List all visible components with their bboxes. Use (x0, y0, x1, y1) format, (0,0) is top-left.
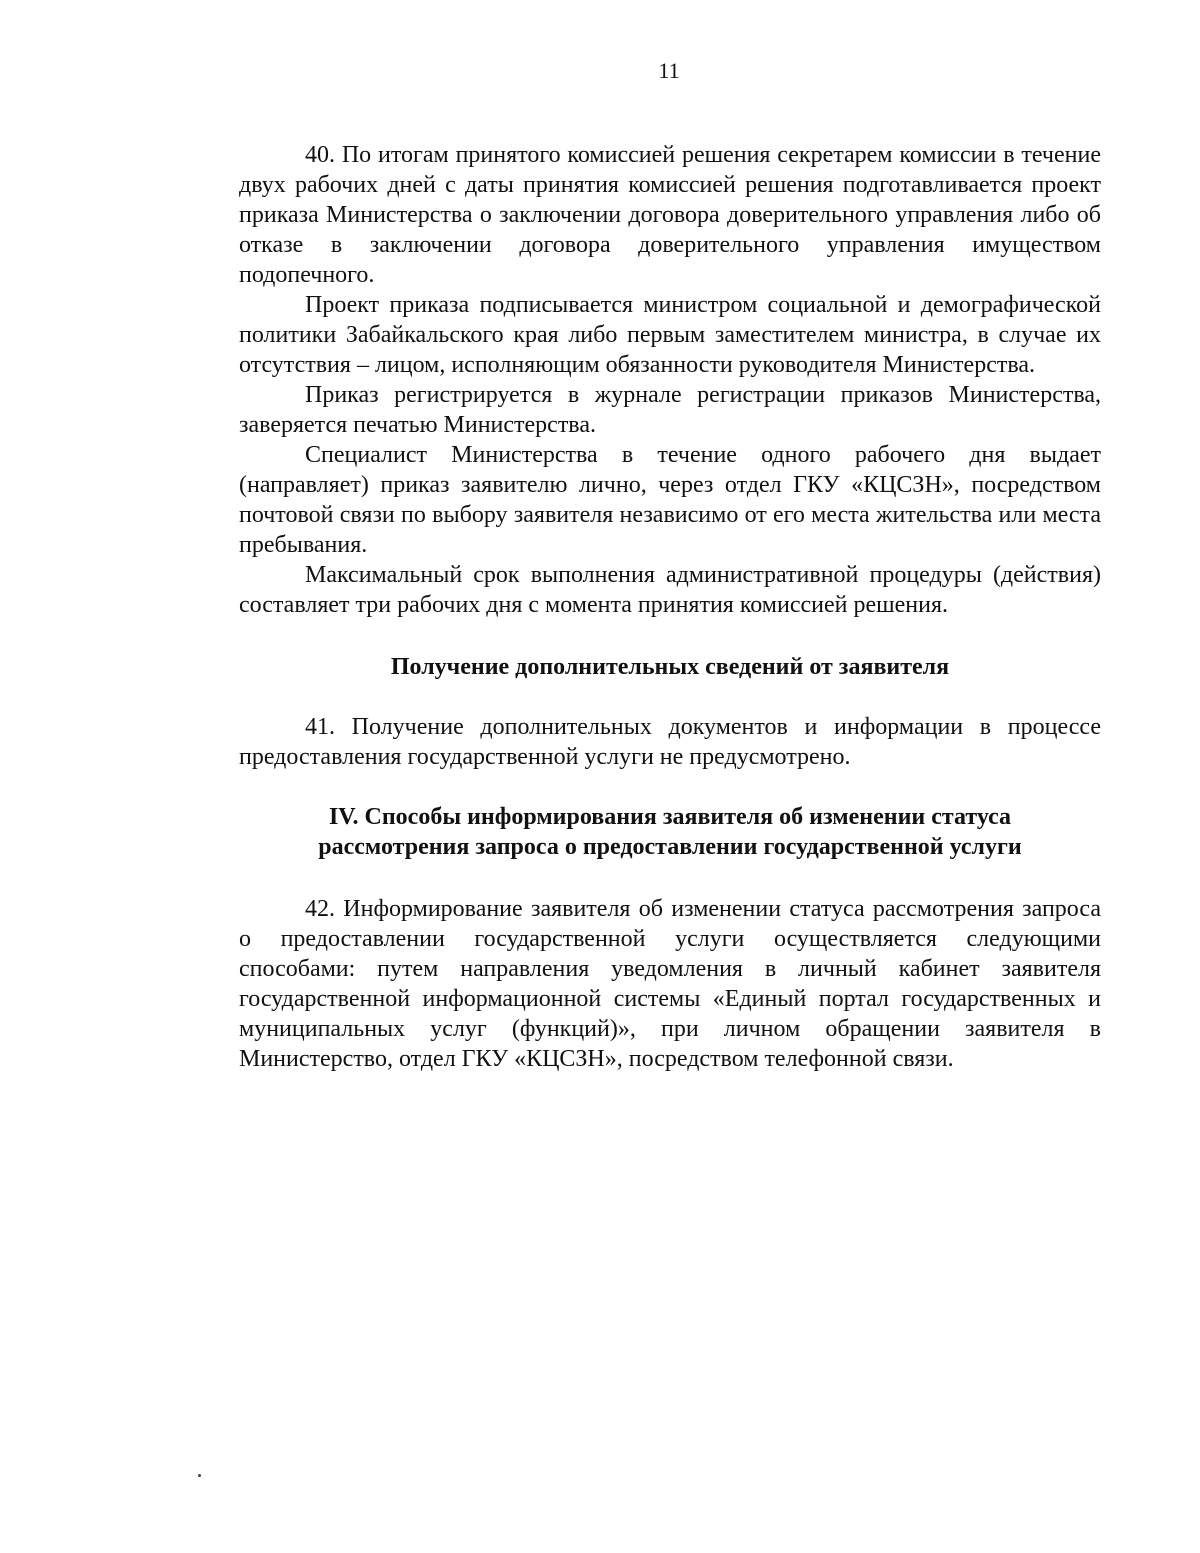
paragraph-41: 41. Получение дополнительных документов и информации в процессе предоставления государственной услуги не предусмотрено. (239, 714, 1101, 770)
page-number: 11 (658, 58, 680, 83)
chapter-4-heading-line-1: IV. Способы информирования заявителя об изменении статуса (328, 804, 1012, 830)
paragraph-40-order-issuance: Специалист Министерства в течение одного рабочего дня выдает (направляет) приказ заявителю лично, через отдел ГКУ «КЦСЗН», посредством почтовой связи по выбору заявителя независимо от его места жительства или места пребывания. (239, 442, 1101, 558)
paragraph-40-max-term: Максимальный срок выполнения административной процедуры (действия) составляет три рабочих дня с момента принятия комиссией решения. (239, 562, 1101, 618)
scan-speck (198, 1474, 201, 1477)
chapter-4-heading-line-2: рассмотрения запроса о предоставлении государственной услуги (318, 834, 1022, 860)
paragraph-40-order-registration: Приказ регистрируется в журнале регистрации приказов Министерства, заверяется печатью Министерства. (239, 382, 1101, 438)
paragraph-40-main: 40. По итогам принятого комиссией решения секретарем комиссии в течение двух рабочих дней с даты принятия комиссией решения подготавливается проект приказа Министерства о заключении договора доверительного управления либо об отказе в заключении договора доверительного управления имуществом подопечного. (239, 142, 1101, 288)
subheading-additional-info: Получение дополнительных сведений от заявителя (390, 654, 950, 680)
paragraph-42: 42. Информирование заявителя об изменении статуса рассмотрения запроса о предоставлении государственной услуги осуществляется следующими способами: путем направления уведомления в личный кабинет заявителя государственной информационной системы «Единый портал государственных и муниципальных услуг (функций)», при личном обращении заявителя в Министерство, отдел ГКУ «КЦСЗН», посредством телефонной связи. (239, 896, 1101, 1072)
paragraph-40-order-signing: Проект приказа подписывается министром социальной и демографической политики Забайкальского края либо первым заместителем министра, в случае их отсутствия – лицом, исполняющим обязанности руководителя Министерства. (239, 292, 1101, 378)
document-body (239, 140, 1101, 1074)
chapter-4-heading (239, 802, 1101, 862)
